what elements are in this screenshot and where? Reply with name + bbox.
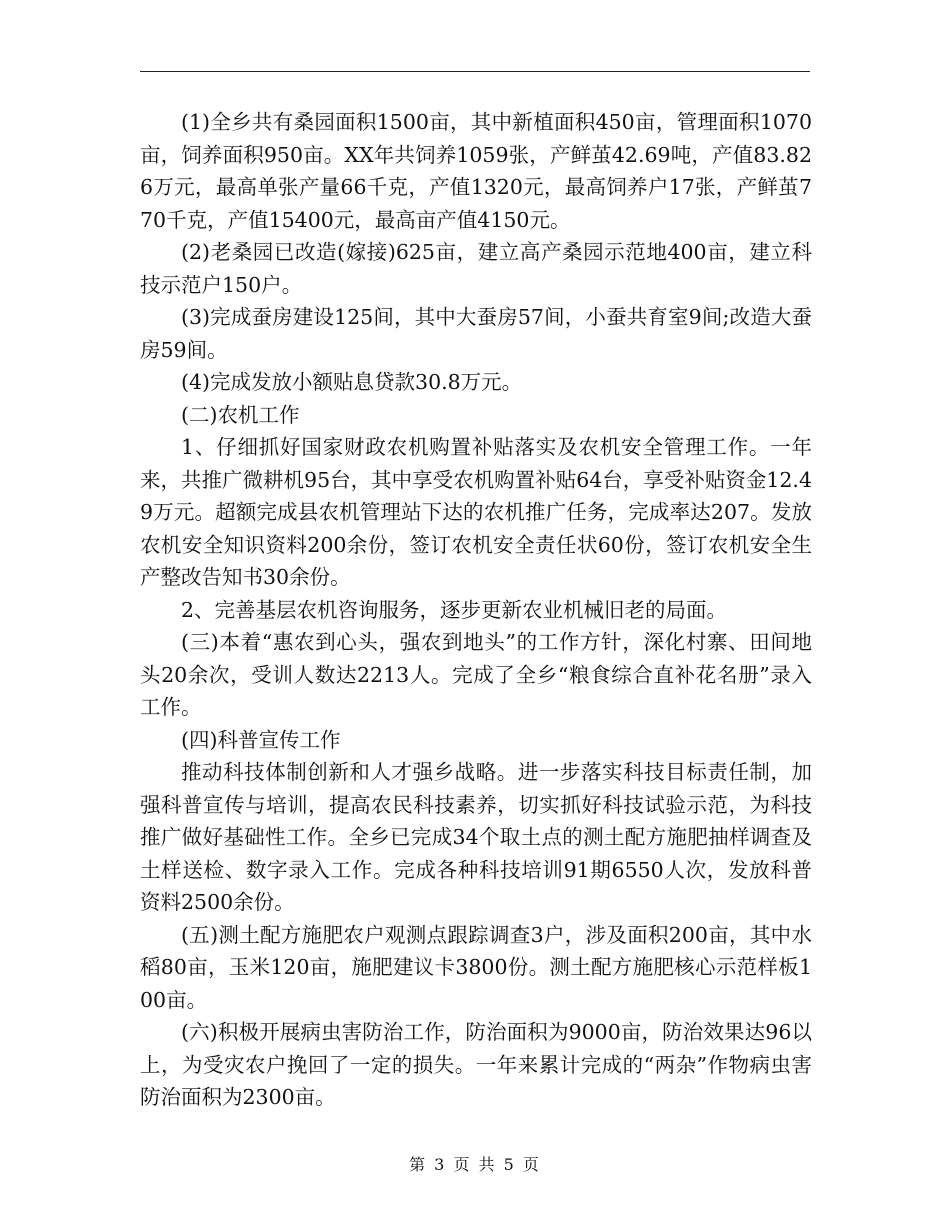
- paragraph-loans: (4)完成发放小额贴息贷款30.8万元。: [181, 370, 523, 394]
- paragraph-machinery-consulting: 2、完善基层农机咨询服务，逐步更新农业机械旧老的局面。: [181, 597, 728, 622]
- section-heading-agri-machinery: (二)农机工作: [181, 402, 300, 427]
- paragraph-science-outreach: 推动科技体制创新和人才强乡战略。进一步落实科技目标责任制，加强科普宣传与培训，提高农民科技素养，切实抓好科技试验示范，为科技推广做好基础性工作。全乡已完成34个取土点的测土配方施肥抽样调查及土样送检、数字录入工作。完成各种科技培训91期6550人次，发放科普资料2500余份。: [140, 760, 812, 914]
- paragraph-soil-testing: (五)测土配方施肥农户观测点跟踪调查3户，涉及面积200亩，其中水稻80亩，玉米120亩，施肥建议卡3800份。测土配方施肥核心示范样板100亩。: [140, 922, 812, 1012]
- section-heading-science-outreach: (四)科普宣传工作: [181, 727, 341, 752]
- paragraph-mulberry-renovation: (2)老桑园已改造(嫁接)625亩，建立高产桑园示范地400亩，建立科技示范户150户。: [140, 240, 812, 297]
- paragraph-machinery-subsidy: 1、仔细抓好国家财政农机购置补贴落实及农机安全管理工作。一年来，共推广微耕机95台，其中享受农机购置补贴64台，享受补贴资金12.49万元。超额完成县农机管理站下达的农机推广任务，完成率达207。发放农机安全知识资料200余份，签订农机安全责任状60份，签订农机安全生产整改告知书30余份。: [140, 435, 812, 589]
- paragraph-pest-control: (六)积极开展病虫害防治工作，防治面积为9000亩，防治效果达96以上，为受灾农户挽回了一定的损失。一年来累计完成的“两杂”作物病虫害防治面积为2300亩。: [140, 1020, 812, 1109]
- document-body: [140, 106, 812, 1114]
- header-rule: [140, 71, 810, 72]
- paragraph-silkworm-house: (3)完成蚕房建设125间，其中大蚕房57间，小蚕共育室9间;改造大蚕房59间。: [140, 305, 812, 362]
- paragraph-farmer-training: (三)本着“惠农到心头，强农到地头”的工作方针，深化村寨、田间地头20余次，受训人数达2213人。完成了全乡“粮食综合直补花名册”录入工作。: [140, 630, 812, 719]
- paragraph-sericulture-stats: (1)全乡共有桑园面积1500亩，其中新植面积450亩，管理面积1070亩，饲养面积950亩。XX年共饲养1059张，产鲜茧42.69吨，产值83.826万元，最高单张产量66千克，产值1320元，最高饲养户17张，产鲜茧770千克，产值15400元，最高亩产值4150元。: [140, 110, 812, 232]
- page-number-footer: 第 3 页 共 5 页: [409, 1155, 541, 1174]
